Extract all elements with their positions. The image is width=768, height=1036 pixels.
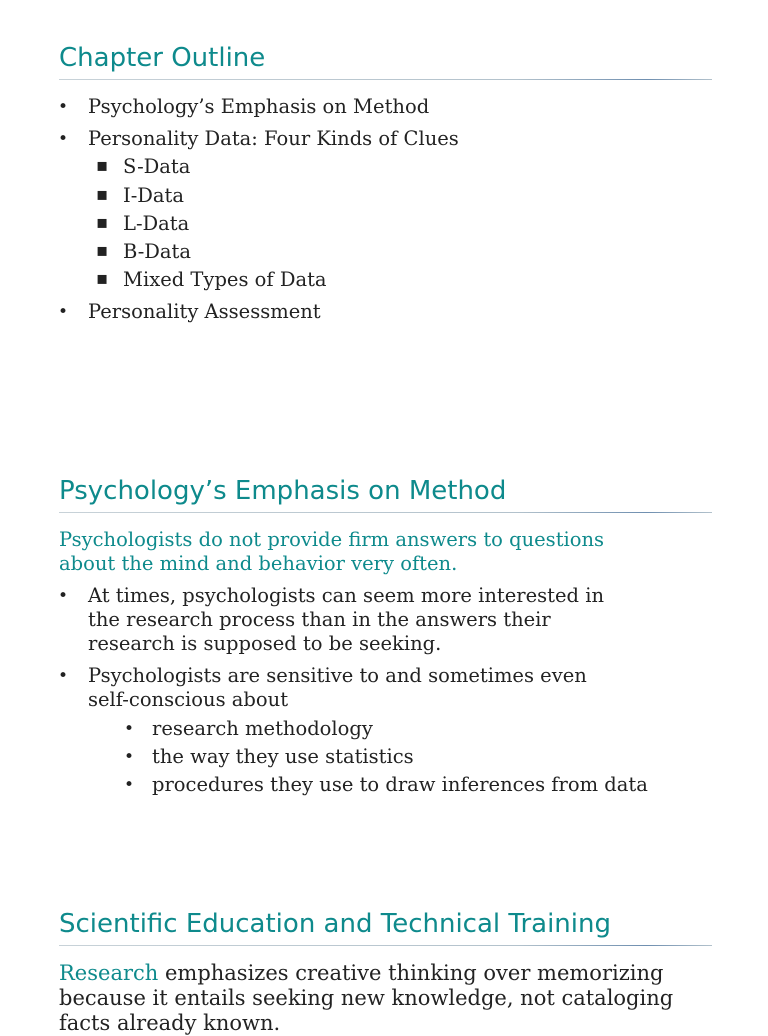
- title-divider: [59, 79, 712, 80]
- lead-statement: [59, 961, 679, 1036]
- list-item: • Psychologists are sensitive to and sometimes even self-conscious about: [88, 664, 628, 712]
- list-item: • Personality Assessment: [88, 300, 321, 324]
- title-divider: [59, 945, 712, 946]
- sub-list-item: ▪ L-Data: [123, 212, 189, 236]
- slide-title: Chapter Outline: [59, 43, 266, 73]
- lead-statement: Psychologists do not provide firm answers to questions about the mind and behavior very often.: [59, 528, 605, 575]
- sub-list-item: ▪ S-Data: [123, 155, 190, 179]
- slide-title: Psychology’s Emphasis on Method: [59, 476, 507, 506]
- list-item: • Psychology’s Emphasis on Method: [88, 95, 429, 119]
- sub-list-item: ▪ I-Data: [123, 184, 184, 208]
- sub-list-item: ▪ Mixed Types of Data: [123, 268, 327, 292]
- sub-list-item: ▪ B-Data: [123, 240, 191, 264]
- highlighted-term: Research: [59, 961, 159, 985]
- title-divider: [59, 512, 712, 513]
- sub-list-item: • research methodology: [152, 717, 373, 741]
- sub-list-item: • the way they use statistics: [152, 745, 414, 769]
- slide-title: Scientific Education and Technical Training: [59, 909, 611, 939]
- lead-text: emphasizes creative thinking over memorizing because it entails seeking new knowledge, not cataloging facts already known.: [59, 961, 674, 1035]
- list-item: • At times, psychologists can seem more interested in the research process than in the answers their research is supposed to be seeking.: [88, 584, 628, 656]
- sub-list-item: • procedures they use to draw inferences from data: [152, 773, 648, 797]
- list-item: • Personality Data: Four Kinds of Clues: [88, 127, 459, 151]
